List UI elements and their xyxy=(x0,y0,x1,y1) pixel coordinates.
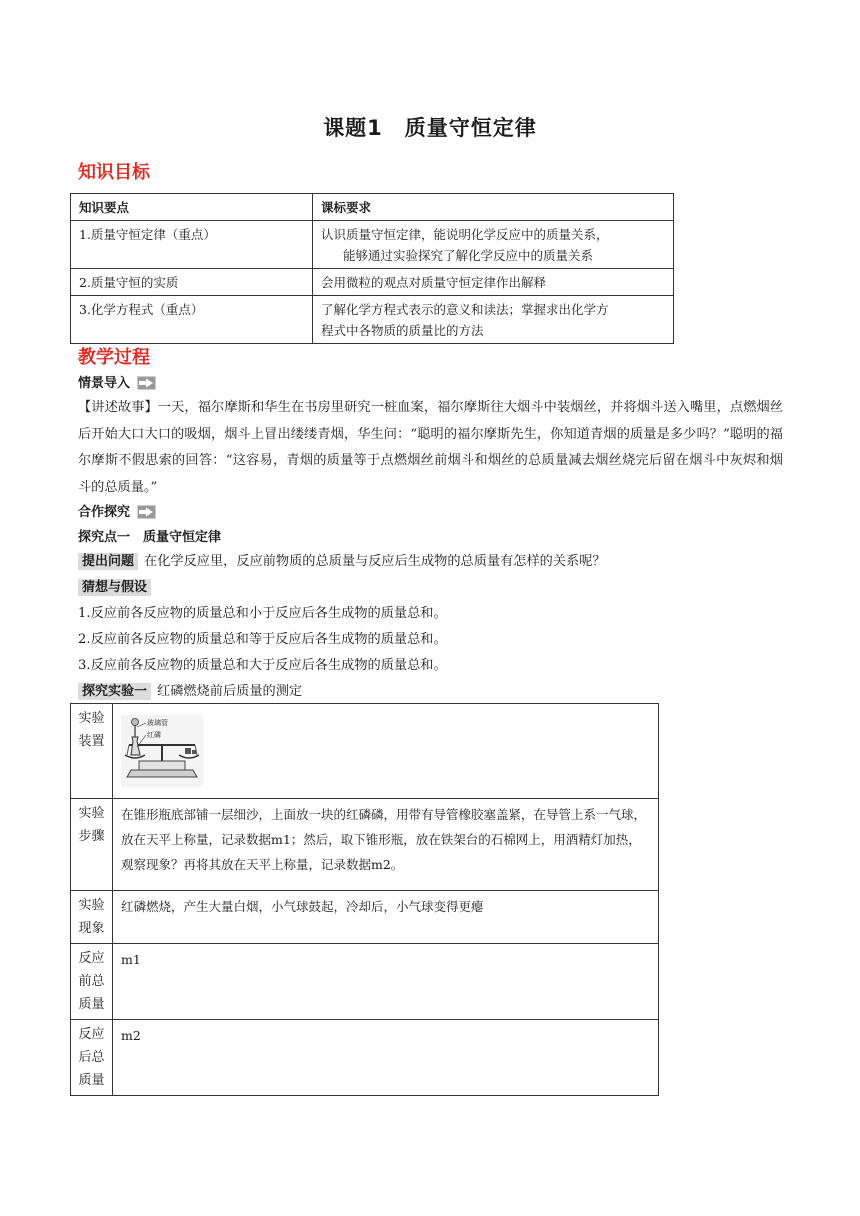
experiment-heading xyxy=(78,681,302,703)
experiment-title: 红磷燃烧前后质量的测定 xyxy=(157,684,303,699)
hypothesis-heading xyxy=(78,577,157,599)
row-label-line: 实验 xyxy=(78,711,105,726)
table-row xyxy=(71,269,674,296)
row-label-line: 质量 xyxy=(78,997,105,1012)
table-row xyxy=(71,891,659,944)
intro-label-text: 情景导入 xyxy=(78,376,131,391)
coop-label xyxy=(78,501,156,520)
apparatus-label-phosphorus: 红磷 xyxy=(147,731,161,739)
row-label xyxy=(71,799,113,891)
coop-label-text: 合作探究 xyxy=(78,505,131,520)
table-header-cell: 课标要求 xyxy=(313,194,674,221)
question-tag: 提出问题 xyxy=(78,553,138,570)
requirement-line: 能够通过实验探究了解化学反应中的质量关系 xyxy=(343,248,594,263)
objectives-table xyxy=(70,193,674,344)
table-header-row xyxy=(71,194,674,221)
row-label-line: 质量 xyxy=(78,1073,105,1088)
section-heading-process: 教学过程 xyxy=(78,347,150,368)
balance-apparatus-image xyxy=(121,715,203,787)
row-label xyxy=(71,704,113,799)
hypothesis-item: 3.反应前各反应物的质量总和大于反应后各生成物的质量总和。 xyxy=(78,658,447,673)
arrow-right-icon xyxy=(137,376,156,390)
page-title: 课题1 质量守恒定律 xyxy=(323,116,537,140)
row-label-line: 反应 xyxy=(78,1027,105,1042)
requirement-line: 程式中各物质的质量比的方法 xyxy=(321,323,484,338)
row-label-line: 装置 xyxy=(78,734,105,749)
row-label-line: 步骤 xyxy=(78,829,105,844)
mass-before-cell: m1 xyxy=(113,944,659,1020)
hypothesis-item: 1.反应前各反应物的质量总和小于反应后各生成物的质量总和。 xyxy=(78,606,447,621)
experiment-tag: 探究实验一 xyxy=(78,683,151,700)
section-heading-objectives: 知识目标 xyxy=(78,162,150,183)
table-row xyxy=(71,296,674,344)
table-cell-requirement: 会用微粒的观点对质量守恒定律作出解释 xyxy=(313,269,674,296)
table-cell-requirement xyxy=(313,296,674,344)
row-label-line: 实验 xyxy=(78,898,105,913)
row-label-line: 现象 xyxy=(78,921,105,936)
question-line xyxy=(78,551,606,573)
table-row xyxy=(71,221,674,269)
table-row xyxy=(71,704,659,799)
requirement-line: 认识质量守恒定律，能说明化学反应中的质量关系， xyxy=(321,227,609,242)
apparatus-cell xyxy=(113,704,659,799)
table-cell-point: 1.质量守恒定律（重点） xyxy=(71,221,313,269)
table-row xyxy=(71,944,659,1020)
phenomenon-cell: 红磷燃烧，产生大量白烟，小气球鼓起，冷却后，小气球变得更瘪 xyxy=(113,891,659,944)
row-label xyxy=(71,891,113,944)
row-label-line: 前总 xyxy=(78,974,105,989)
table-cell-point: 3.化学方程式（重点） xyxy=(71,296,313,344)
table-cell-point: 2.质量守恒的实质 xyxy=(71,269,313,296)
table-header-cell: 知识要点 xyxy=(71,194,313,221)
row-label xyxy=(71,1020,113,1096)
story-paragraph: 【讲述故事】一天，福尔摩斯和华生在书房里研究一桩血案，福尔摩斯往大烟斗中装烟丝，并将烟斗送入嘴里，点燃烟丝后开始大口大口的吸烟，烟斗上冒出缕缕青烟，华生问：“聪明的福尔摩斯先生，你知道青烟的质量是多少吗？”聪明的福尔摩斯不假思索的回答：“这容易，青烟的质量等于点燃烟丝前烟斗和烟丝的总质量减去烟丝烧完后留在烟斗中灰烬和烟斗的总质量。” xyxy=(78,400,783,495)
hypothesis-tag: 猜想与假设 xyxy=(78,579,151,596)
experiment-table xyxy=(70,703,659,1096)
point1-heading: 探究点一 质量守恒定律 xyxy=(78,530,222,545)
intro-label xyxy=(78,372,156,391)
row-label-line: 反应 xyxy=(78,951,105,966)
table-cell-requirement xyxy=(313,221,674,269)
steps-cell: 在锥形瓶底部铺一层细沙，上面放一块的红磷磷，用带有导管橡胶塞盖紧，在导管上系一气球，放在天平上称量，记录数据m1；然后，取下锥形瓶，放在铁架台的石棉网上，用酒精灯加热，观察现象？再将其放在天平上称量，记录数据m2。 xyxy=(113,799,659,891)
hypothesis-item: 2.反应前各反应物的质量总和等于反应后各生成物的质量总和。 xyxy=(78,632,447,647)
question-text: 在化学反应里，反应前物质的总质量与反应后生成物的总质量有怎样的关系呢？ xyxy=(144,554,606,569)
arrow-right-icon xyxy=(137,505,156,519)
table-row xyxy=(71,1020,659,1096)
apparatus-label-tube: 玻璃管 xyxy=(147,719,168,727)
table-row xyxy=(71,799,659,891)
row-label-line: 后总 xyxy=(78,1050,105,1065)
row-label xyxy=(71,944,113,1020)
row-label-line: 实验 xyxy=(78,806,105,821)
requirement-line: 了解化学方程式表示的意义和读法；掌握求出化学方 xyxy=(321,302,609,317)
mass-after-cell: m2 xyxy=(113,1020,659,1096)
